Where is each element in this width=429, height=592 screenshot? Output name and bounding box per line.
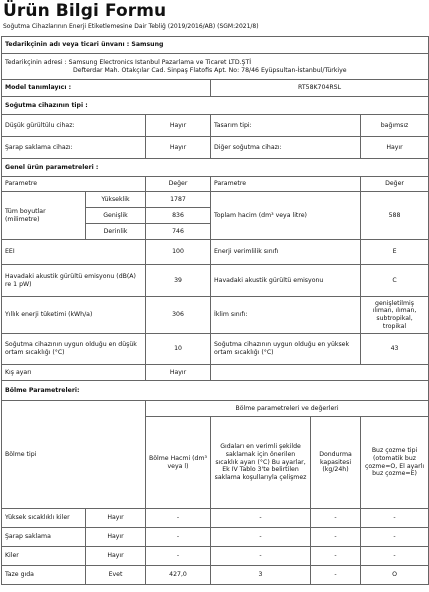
compartment-defrost: - [361,509,429,528]
supplier-address-label: Tedarikçinin adresi : [5,58,67,66]
compartments-header: Bölme Parametreleri: [2,381,429,401]
total-volume-label: Toplam hacim (dm³ veya litre) [211,192,361,240]
compartment-temp: - [211,547,311,566]
supplier-address [2,54,429,80]
eei-value: 100 [146,240,211,265]
compartment-volume: - [146,547,211,566]
compartment-freeze: - [311,528,361,547]
dims-label: Tüm boyutlar (milimetre) [2,192,86,240]
table-row [2,528,429,547]
other-appliance-label: Diğer soğutma cihazı: [211,137,361,159]
compartment-volume: - [146,528,211,547]
compartment-defrost: O [361,566,429,585]
page-title: Ürün Bilgi Formu [3,1,167,21]
noise-value: 39 [146,265,211,297]
col-value-left: Değer [146,177,211,192]
compartment-name: Taze gıda [2,566,86,585]
device-type-header: Soğutma cihazının tipi : [2,97,429,115]
winter-setting-label: Kış ayarı [2,365,146,381]
compartment-temp: - [211,528,311,547]
compartment-name: Kiler [2,547,86,566]
compartment-temp: - [211,509,311,528]
compartment-present: Hayır [86,528,146,547]
col-freezing-capacity: Dondurma kapasitesi (kg/24h) [311,417,361,509]
design-type-label: Tasarım tipi: [211,115,361,137]
wine-storage-label: Şarap saklama cihazı: [2,137,146,159]
compartment-freeze: - [311,566,361,585]
table-row [2,509,429,528]
model-label: Model tanımlayıcı : [2,80,211,97]
compartment-present: Evet [86,566,146,585]
compartment-defrost: - [361,547,429,566]
noise-class-value: C [361,265,429,297]
col-param-left: Parametre [2,177,146,192]
wine-storage-value: Hayır [146,137,211,159]
compartment-group-header: Bölme parametreleri ve değerleri [146,401,429,417]
design-type-value: bağımsız [361,115,429,137]
height-label: Yükseklik [86,192,146,208]
width-label: Genişlik [86,208,146,224]
height-value: 1787 [146,192,211,208]
annual-energy-label: Yıllık enerji tüketimi (kWh/a) [2,297,146,334]
col-compartment-volume: Bölme Hacmi (dm³ veya l) [146,417,211,509]
low-noise-label: Düşük gürültülu cihaz: [2,115,146,137]
compartment-name: Şarap saklama [2,528,86,547]
compartment-defrost: - [361,528,429,547]
supplier-name: Tedarikçinin adı veya ticari ünvanı : Samsung [2,37,429,54]
eei-label: EEI [2,240,146,265]
noise-class-label: Havadaki akustik gürültü emisyonu [211,265,361,297]
climate-class-label: İklim sınıfı: [211,297,361,334]
width-value: 836 [146,208,211,224]
total-volume-value: 588 [361,192,429,240]
compartment-volume: 427,0 [146,566,211,585]
depth-value: 746 [146,224,211,240]
min-temp-label: Soğutma cihazının uygun olduğu en düşük ortam sıcaklığı (°C) [2,334,146,365]
col-recommended-temp: Gıdaları en verimli şekilde saklamak için önerilen sıcaklık ayarı (°C) Bu ayarlar, Ek IV Tablo 3'te belirtilen saklama koşullarıyla çelişmez [211,417,311,509]
other-appliance-value: Hayır [361,137,429,159]
info-table [1,36,429,585]
compartment-name: Yüksek sıcaklıklı kiler [2,509,86,528]
col-param-right: Parametre [211,177,361,192]
supplier-address-line1: Samsung Electronics Istanbul Pazarlama ve Ticaret LTD.ŞTİ [68,58,252,66]
model-value: RT58K704RSL [211,80,429,97]
max-temp-label: Soğutma cihazının uygun olduğu en yüksek ortam sıcaklığı (°C) [211,334,361,365]
table-row [2,566,429,585]
compartment-freeze: - [311,509,361,528]
general-header: Genel ürün parametreleri : [2,159,429,177]
compartment-volume: - [146,509,211,528]
compartment-present: Hayır [86,547,146,566]
climate-class-value: genişletilmiş ılıman, ılıman, subtropikal, tropikal [361,297,429,334]
supplier-address-line2: Defterdar Mah. Otakçılar Cad. Sinpaş Flatofis Apt. No: 78/46 Eyüpsultan-İstanbul/Türkiye [73,66,347,74]
table-row [2,547,429,566]
winter-setting-value: Hayır [146,365,211,381]
annual-energy-value: 306 [146,297,211,334]
col-defrost-type: Buz çozme tipi (otomatik buz çozme=O, El ayarlı buz çozme=E) [361,417,429,509]
page-subtitle: Soğutma Cihazlarının Enerji Etiketlemesine Dair Tebliğ (2019/2016/AB) (SGM:2021/8) [3,23,259,30]
min-temp-value: 10 [146,334,211,365]
noise-label: Havadaki akustik gürültü emisyonu (dB(A) re 1 pW) [2,265,146,297]
low-noise-value: Hayır [146,115,211,137]
col-value-right: Değer [361,177,429,192]
max-temp-value: 43 [361,334,429,365]
compartment-freeze: - [311,547,361,566]
compartment-temp: 3 [211,566,311,585]
energy-class-value: E [361,240,429,265]
energy-class-label: Enerji verimlilik sınıfı [211,240,361,265]
winter-setting-empty [211,365,429,381]
compartment-type-label: Bölme tipi [2,401,146,509]
compartment-present: Hayır [86,509,146,528]
depth-label: Derinlik [86,224,146,240]
